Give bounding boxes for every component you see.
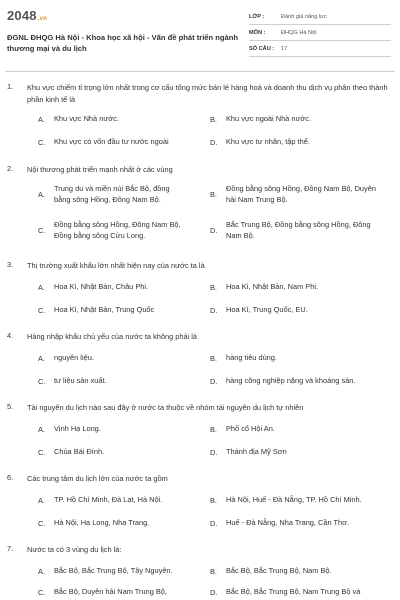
option-a[interactable]	[38, 495, 198, 506]
option-text: Bắc Trung Bộ, Đồng bằng sông Hồng, Đông Nam Bộ.	[226, 220, 371, 240]
option-letter: D.	[210, 587, 218, 597]
option-text: Trung du và miền núi Bắc Bộ, đồng bằng sông Hồng, Đông Nam Bộ.	[54, 184, 170, 204]
option-letter: B.	[210, 424, 217, 434]
option-c[interactable]	[38, 305, 198, 316]
option-letter: B.	[210, 190, 217, 199]
question-number: 4.	[7, 331, 14, 340]
option-text: Đồng bằng sông Hồng, Đông Nam Bộ, Đồng bằng sông Cửu Long.	[54, 220, 181, 240]
option-letter: A.	[38, 282, 45, 292]
option-letter: B.	[210, 282, 217, 292]
option-text: hàng tiêu dùng.	[226, 353, 277, 362]
site-logo[interactable]	[7, 8, 47, 23]
option-d[interactable]	[210, 587, 392, 598]
option-letter: B.	[210, 353, 217, 363]
question-number: 3.	[7, 260, 14, 269]
option-text: Hoa Kì, Trung Quốc, EU.	[226, 305, 308, 314]
option-c[interactable]	[38, 447, 198, 458]
question-text: Khu vực chiếm tỉ trọng lớn nhất trong cơ cấu tổng mức bán lẻ hàng hoá và doanh thu dịch vụ phân theo thành phần kinh tế là	[27, 83, 388, 104]
document-header	[0, 0, 400, 68]
option-letter: A.	[38, 190, 45, 199]
question-text: Tài nguyên du lịch nào sau đây ở nước ta thuộc về nhóm tài nguyên du lịch tự nhiên	[27, 403, 304, 412]
option-d[interactable]	[210, 305, 392, 316]
meta-value: Đánh giá năng lực	[281, 13, 327, 20]
option-b[interactable]	[210, 353, 392, 364]
option-text: Hoa Kì, Nhật Bản, Trung Quốc	[54, 305, 155, 314]
option-letter: C.	[38, 587, 46, 597]
option-d[interactable]	[210, 220, 392, 241]
document-title: ĐGNL ĐHQG Hà Nội - Khoa học xã hội - Vấn đề phát triển ngành thương mại và du lịch	[7, 33, 239, 53]
option-b[interactable]	[210, 114, 392, 125]
option-text: tư liệu sản xuất.	[54, 376, 107, 385]
option-text: Bắc Bộ, Bắc Trung Bộ, Nam Bộ.	[226, 566, 332, 575]
logo-main: 2048	[7, 8, 37, 23]
option-text: Khu vực có vốn đầu tư nước ngoài	[54, 137, 169, 146]
question-stem	[7, 82, 397, 105]
question-number: 1.	[7, 82, 14, 91]
option-text: Đồng bằng sông Hồng, Đông Nam Bộ, Duyên hải Nam Trung Bộ.	[226, 184, 376, 204]
option-c[interactable]	[38, 376, 198, 387]
option-d[interactable]	[210, 447, 392, 458]
option-letter: B.	[210, 566, 217, 576]
question-stem	[7, 164, 397, 176]
meta-label: SỐ CÂU :	[249, 45, 275, 52]
question-text: Thị trường xuất khẩu lớn nhất hiện nay của nước ta là	[27, 261, 205, 270]
option-letter: A.	[38, 353, 45, 363]
option-text: Bắc Bộ, Duyên hải Nam Trung Bộ,	[54, 587, 167, 596]
option-b[interactable]	[210, 495, 392, 506]
option-letter: A.	[38, 114, 45, 124]
option-letter: D.	[210, 305, 218, 315]
option-a[interactable]	[38, 566, 198, 577]
option-text: Thánh địa Mỹ Sơn	[226, 447, 287, 456]
question-stem	[7, 331, 397, 343]
option-c[interactable]	[38, 137, 198, 148]
option-b[interactable]	[210, 424, 392, 435]
option-letter: C.	[38, 305, 46, 315]
option-c[interactable]	[38, 587, 198, 598]
option-letter: A.	[38, 424, 45, 434]
option-text: TP. Hồ Chí Minh, Đà Lạt, Hà Nội.	[54, 495, 163, 504]
option-text: Bắc Bộ, Bắc Trung Bộ, Nam Trung Bộ và	[226, 587, 361, 596]
option-text: Huế - Đà Nẵng, Nha Trang, Cần Thơ.	[226, 518, 350, 527]
question-number: 2.	[7, 164, 14, 173]
option-letter: C.	[38, 226, 46, 235]
option-letter: C.	[38, 447, 46, 457]
option-a[interactable]	[38, 424, 198, 435]
option-text: Hoa Kì, Nhật Bản, Châu Phi.	[54, 282, 149, 291]
option-letter: D.	[210, 376, 218, 386]
question-stem	[7, 473, 397, 485]
option-a[interactable]	[38, 353, 198, 364]
question-text: Hàng nhập khẩu chủ yếu của nước ta không phải là	[27, 332, 198, 341]
option-letter: D.	[210, 447, 218, 457]
option-letter: D.	[210, 137, 218, 147]
question-stem	[7, 544, 397, 556]
option-text: hàng công nghiệp nặng và khoáng sản.	[226, 376, 356, 385]
meta-table	[249, 9, 391, 57]
option-letter: D.	[210, 226, 218, 235]
option-letter: B.	[210, 114, 217, 124]
meta-label: MÔN :	[249, 29, 266, 36]
option-text: Hoa Kì, Nhật Bản, Nam Phi.	[226, 282, 319, 291]
question-text: Nước ta có 3 vùng du lịch là:	[27, 545, 122, 554]
meta-row-count	[249, 41, 391, 57]
question-text: Các trung tâm du lịch lớn của nước ta gồm	[27, 474, 168, 483]
question-text: Nội thương phát triển mạnh nhất ở các vùng	[27, 165, 173, 174]
option-text: Khu vực tư nhân, tập thể.	[226, 137, 310, 146]
option-text: Khu vực ngoài Nhà nước.	[226, 114, 311, 123]
question-number: 7.	[7, 544, 14, 553]
option-a[interactable]	[38, 184, 198, 205]
meta-value: ĐHQG Hà Nội	[281, 29, 317, 36]
option-text: Khu vực Nhà nước.	[54, 114, 119, 123]
option-c[interactable]	[38, 220, 198, 241]
meta-row-subject	[249, 25, 391, 41]
option-letter: B.	[210, 495, 217, 505]
option-b[interactable]	[210, 184, 392, 205]
option-d[interactable]	[210, 376, 392, 387]
option-letter: A.	[38, 566, 45, 576]
option-text: Hà Nội, Hạ Long, Nha Trang.	[54, 518, 150, 527]
option-b[interactable]	[210, 282, 392, 293]
logo-suffix: .vn	[37, 16, 48, 22]
option-letter: C.	[38, 518, 46, 528]
meta-label: LỚP :	[249, 13, 265, 20]
meta-value: 17	[281, 45, 288, 52]
option-a[interactable]	[38, 282, 198, 293]
option-c[interactable]	[38, 518, 198, 529]
option-text: Hà Nội, Huế - Đà Nẵng, TP. Hồ Chí Minh.	[226, 495, 362, 504]
option-letter: D.	[210, 518, 218, 528]
option-letter: A.	[38, 495, 45, 505]
option-text: nguyên liệu.	[54, 353, 94, 362]
option-b[interactable]	[210, 566, 392, 577]
question-number: 5.	[7, 402, 14, 411]
question-number: 6.	[7, 473, 14, 482]
question-stem	[7, 260, 397, 272]
header-divider	[5, 71, 395, 72]
option-text: Vịnh Hạ Long.	[54, 424, 101, 433]
meta-row-class	[249, 9, 391, 25]
question-stem	[7, 402, 397, 414]
option-letter: C.	[38, 137, 46, 147]
option-d[interactable]	[210, 518, 392, 529]
option-letter: C.	[38, 376, 46, 386]
option-text: Chùa Bái Đính.	[54, 447, 105, 456]
option-text: Phố cổ Hội An.	[226, 424, 275, 433]
option-d[interactable]	[210, 137, 392, 148]
option-a[interactable]	[38, 114, 198, 125]
option-text: Bắc Bộ, Bắc Trung Bộ, Tây Nguyên.	[54, 566, 173, 575]
